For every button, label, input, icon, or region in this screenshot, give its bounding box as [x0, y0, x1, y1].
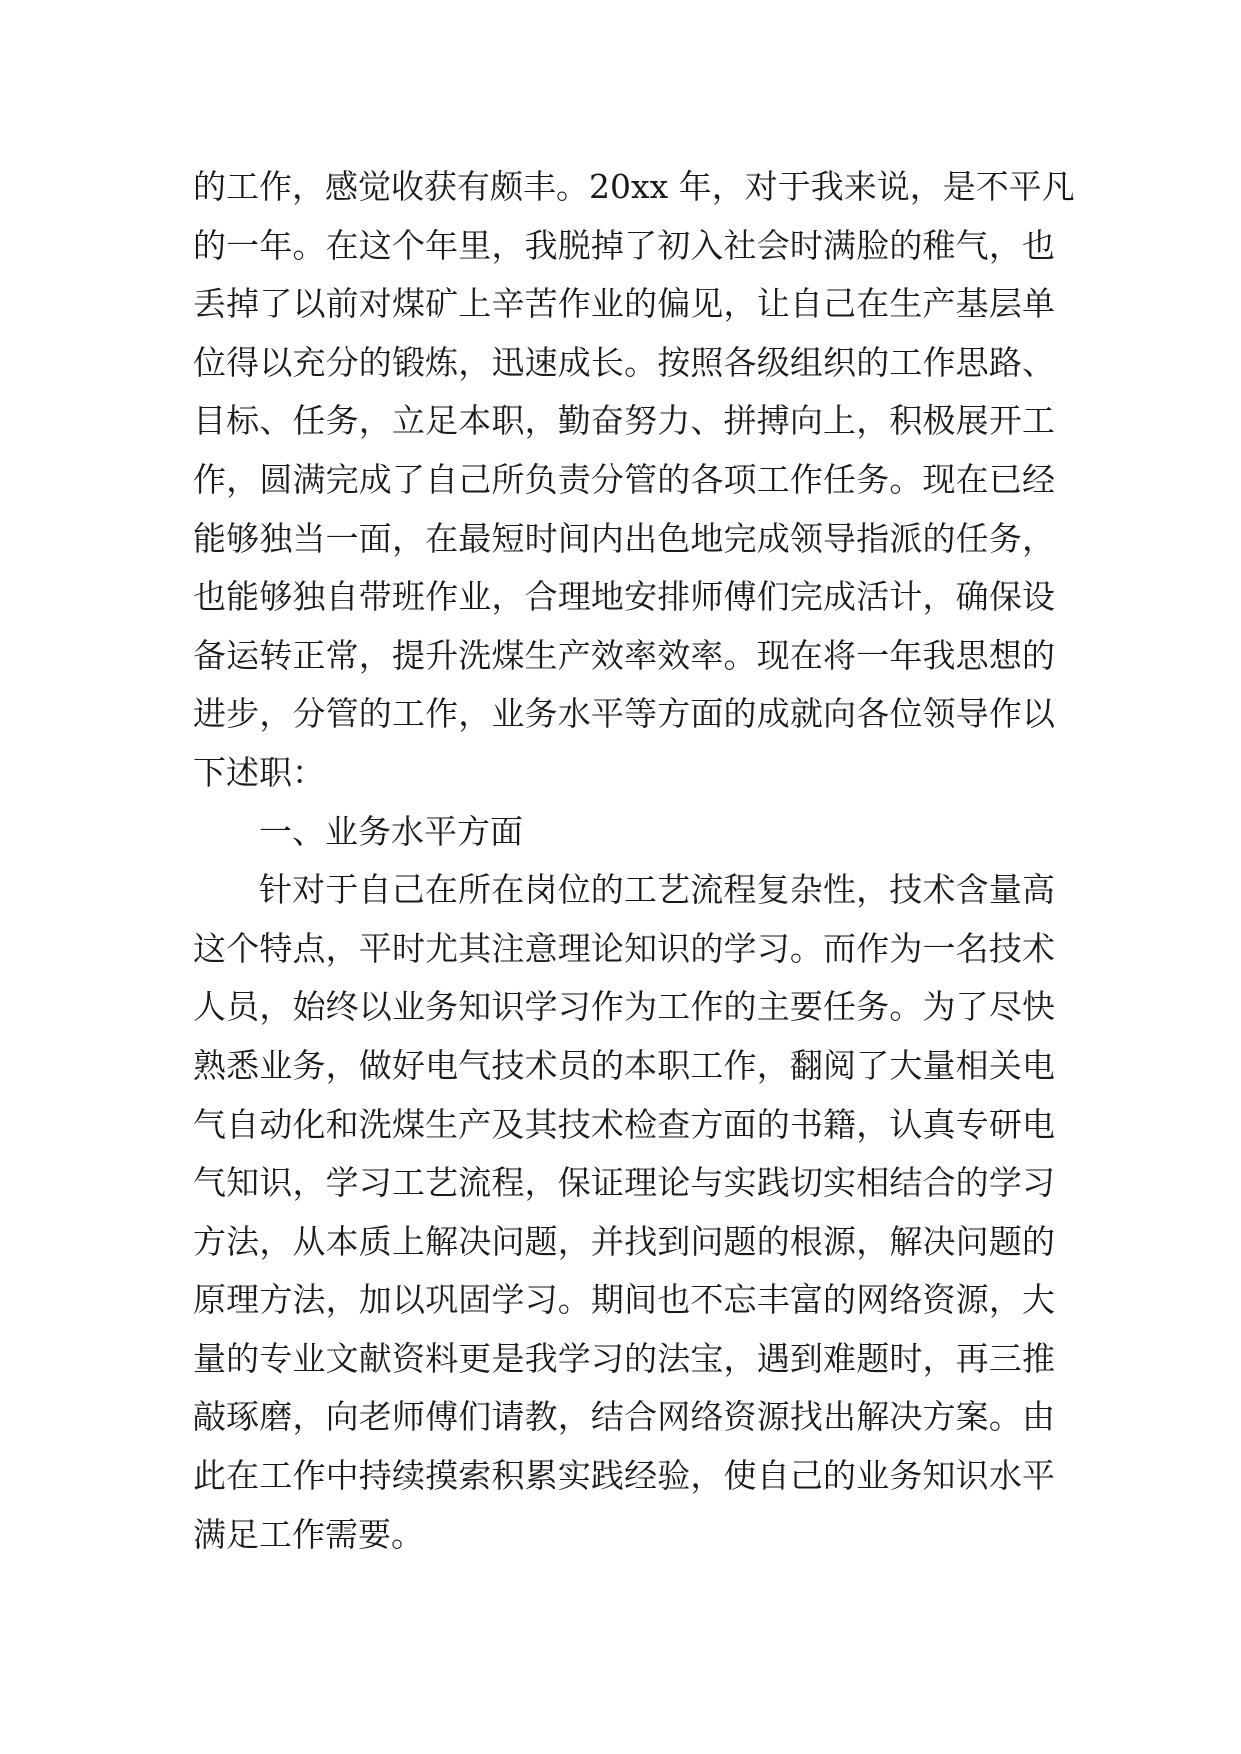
text-line: 人员，始终以业务知识学习作为工作的主要任务。为了尽快: [193, 987, 1055, 1027]
text-line: 敲琢磨，向老师傅们请教，结合网络资源找出解决方案。由: [193, 1397, 1055, 1437]
text-line: 能够独当一面，在最短时间内出色地完成领导指派的任务，: [193, 518, 1055, 558]
text-line: 原理方法，加以巩固学习。期间也不忘丰富的网络资源，大: [193, 1280, 1055, 1320]
text-line: 位得以充分的锻炼，迅速成长。按照各级组织的工作思路、: [193, 342, 1055, 382]
text-line: 的工作，感觉收获有颇丰。20xx 年，对于我来说，是不平凡: [193, 167, 1075, 206]
text-line: 下述职：: [193, 752, 325, 792]
text-line: 丢掉了以前对煤矿上辛苦作业的偏见，让自己在生产基层单: [193, 284, 1055, 324]
text-line: 量的专业文献资料更是我学习的法宝，遇到难题时，再三推: [193, 1338, 1055, 1378]
text-line: 熟悉业务，做好电气技术员的本职工作，翻阅了大量相关电: [193, 1045, 1055, 1085]
section-heading: 一、业务水平方面: [259, 811, 523, 851]
paragraph-2: [193, 861, 1055, 1564]
text-line: 进步，分管的工作，业务水平等方面的成就向各位领导作以: [193, 694, 1055, 734]
body-text: [193, 158, 1075, 1564]
text-line: 此在工作中持续摸索积累实践经验，使自己的业务知识水平: [193, 1456, 1055, 1496]
text-line: 气自动化和洗煤生产及其技术检查方面的书籍，认真专研电: [193, 1104, 1055, 1144]
text-line: 针对于自己在所在岗位的工艺流程复杂性，技术含量高: [259, 870, 1055, 910]
text-line: 也能够独自带班作业，合理地安排师傅们完成活计，确保设: [193, 577, 1055, 617]
text-line: 满足工作需要。: [193, 1514, 424, 1554]
paragraph-1: [193, 158, 1075, 803]
text-line: 备运转正常，提升洗煤生产效率效率。现在将一年我思想的: [193, 635, 1055, 675]
text-line: 的一年。在这个年里，我脱掉了初入社会时满脸的稚气，也: [193, 225, 1055, 265]
text-line: 这个特点，平时尤其注意理论知识的学习。而作为一名技术: [193, 928, 1055, 968]
text-line: 方法，从本质上解决问题，并找到问题的根源，解决问题的: [193, 1221, 1055, 1261]
text-line: 气知识，学习工艺流程，保证理论与实践切实相结合的学习: [193, 1163, 1055, 1203]
text-line: 作，圆满完成了自己所负责分管的各项工作任务。现在已经: [193, 459, 1055, 499]
text-line: 目标、任务，立足本职，勤奋努力、拼搏向上，积极展开工: [193, 401, 1055, 441]
